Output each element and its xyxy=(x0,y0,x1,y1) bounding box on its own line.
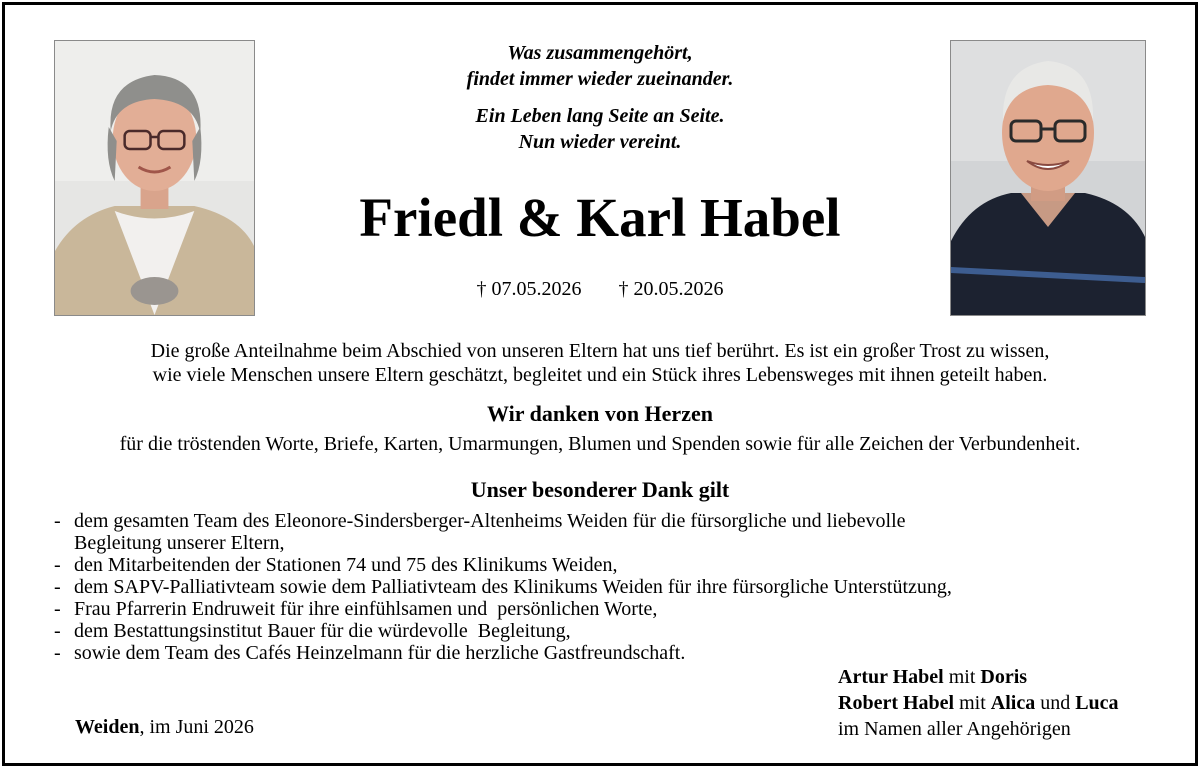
special-thanks-list xyxy=(50,510,1150,664)
quote-line: Ein Leben lang Seite an Seite. xyxy=(475,105,725,127)
list-item xyxy=(50,554,1150,576)
list-item-text: dem SAPV-Palliativteam sowie dem Palliativteam des Klinikums Weiden für ihre fürsorgliche Unterstützung, xyxy=(74,576,952,598)
list-marker: - xyxy=(54,510,61,532)
list-item xyxy=(50,620,1150,642)
intro-line: wie viele Menschen unsere Eltern geschätzt, begleitet und ein Stück ihres Lebensweges mit ihnen geteilt haben. xyxy=(152,364,1048,386)
quote-line: Was zusammengehört, xyxy=(507,42,693,64)
deceased-names: Friedl & Karl Habel xyxy=(359,187,841,248)
list-marker: - xyxy=(54,598,61,620)
list-item-text: dem gesamten Team des Eleonore-Sindersberger-Altenheims Weiden für die fürsorgliche und liebevolle xyxy=(74,510,906,532)
list-marker: - xyxy=(54,576,61,598)
signature-name: Robert Habel xyxy=(838,692,955,714)
quote-line: findet immer wieder zueinander. xyxy=(466,68,734,90)
signature-relatives: im Namen aller Angehörigen xyxy=(838,718,1071,740)
signature-name: Luca xyxy=(1075,692,1119,714)
list-marker: - xyxy=(54,554,61,576)
list-item xyxy=(50,598,1150,620)
signature-name: Doris xyxy=(980,666,1028,688)
signature-name: Alica xyxy=(990,692,1036,714)
special-thanks-heading: Unser besonderer Dank gilt xyxy=(470,477,730,502)
portrait-left xyxy=(54,40,255,316)
list-item xyxy=(50,510,1150,554)
thanks-text: für die tröstenden Worte, Briefe, Karten, Umarmungen, Blumen und Spenden sowie für alle Zeichen der Verbundenheit. xyxy=(119,433,1081,455)
list-item xyxy=(50,576,1150,598)
signature-name: Artur Habel xyxy=(838,666,944,688)
list-item-text: sowie dem Team des Cafés Heinzelmann für die herzliche Gastfreundschaft. xyxy=(74,642,686,664)
death-date-friedl: † 07.05.2026 xyxy=(476,278,582,300)
death-date-karl: † 20.05.2026 xyxy=(618,278,724,300)
list-marker: - xyxy=(54,620,61,642)
woman-portrait-image xyxy=(55,41,254,315)
place-city: Weiden xyxy=(75,716,140,738)
quote-second xyxy=(300,103,900,155)
list-item-text: dem Bestattungsinstitut Bauer für die würdevolle Begleitung, xyxy=(74,620,571,642)
signature-connector: mit xyxy=(943,666,981,688)
list-item-text: Begleitung unserer Eltern, xyxy=(74,532,285,554)
intro-line: Die große Anteilnahme beim Abschied von unseren Eltern hat uns tief berührt. Es ist ein großer Trost zu wissen, xyxy=(150,340,1050,362)
death-dates xyxy=(300,276,900,302)
quote-first xyxy=(300,40,900,92)
list-marker: - xyxy=(54,642,61,664)
signature-connector: und xyxy=(1035,692,1076,714)
signatures xyxy=(838,664,1119,742)
man-portrait-image xyxy=(951,41,1145,315)
place-date-text: , im Juni 2026 xyxy=(139,716,254,738)
signature-connector: mit xyxy=(954,692,991,714)
list-item-text: Frau Pfarrerin Endruweit für ihre einfühlsamen und persönlichen Worte, xyxy=(74,598,658,620)
portrait-right xyxy=(950,40,1146,316)
signature-line xyxy=(838,690,1119,716)
list-item xyxy=(50,642,1150,664)
intro-text xyxy=(20,339,1180,387)
signature-line xyxy=(838,664,1119,690)
list-item-text: den Mitarbeitenden der Stationen 74 und 75 des Klinikums Weiden, xyxy=(74,554,618,576)
quote-line: Nun wieder vereint. xyxy=(518,131,682,153)
thanks-heading: Wir danken von Herzen xyxy=(487,401,713,426)
place-date xyxy=(75,714,254,740)
